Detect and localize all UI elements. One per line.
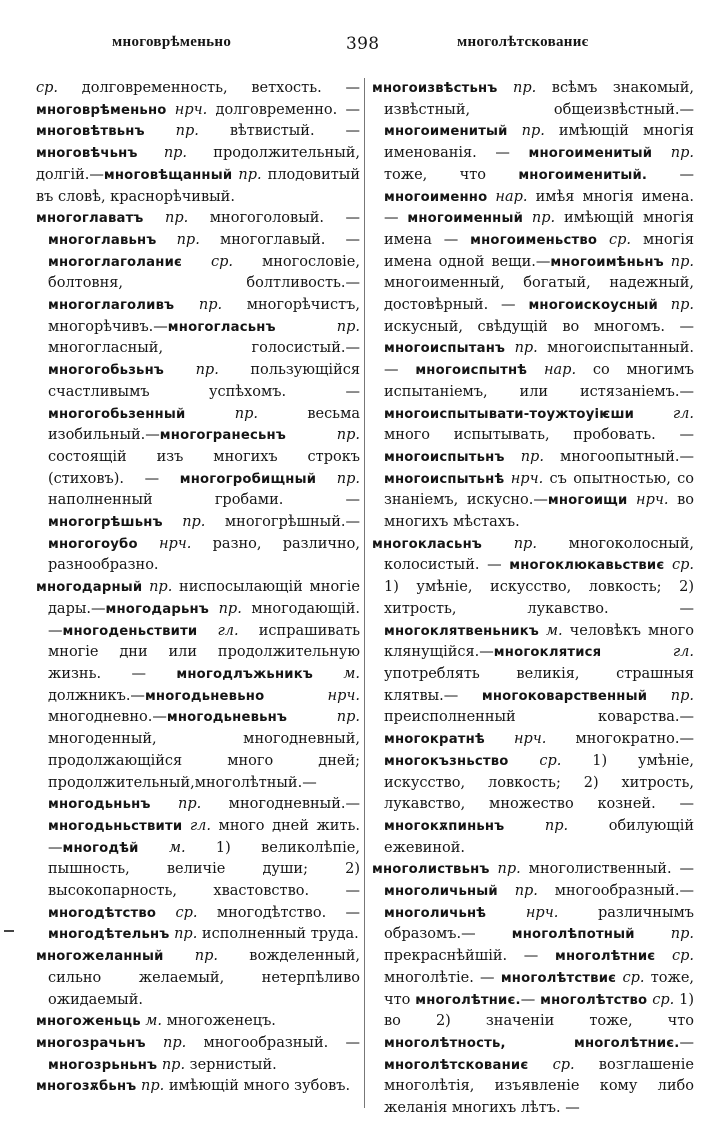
dictionary-entry: многокласьнъ пр. многоколосный, колосистый. — многоклюкавьствиє ср. 1) умѣніе, искусство, ловкость; 2) хитрость, лукавство. — многоклятвеньникъ м. человѣкъ много клянущійся.—многоклятися гл. употреблять великія, страшныя клятвы.— многоковарственный пр. преисполненный коварства.—многократнѣ нрч. многократно.—многокъзньство ср. 1) умѣніе, искусство, ловкость; 2) хитрость, лукавство, множество козней. — многокѫпиньнъ пр. обилующій ежевиной. xyxy=(372,535,695,856)
right-column xyxy=(372,78,694,1120)
dictionary-entry: многолиствьнъ пр. многолиственный. — многоличьный пр. многообразный.— многоличьнѣ нрч. различнымъ образомъ.— многолѣпотный пр. прекраснѣйшій. — многолѣтниє ср. многолѣтіе. — многолѣтствиє ср. тоже, что многолѣтниє.— многолѣтство ср. 1) во 2) значеніи тоже, что многолѣтность, многолѣтниє.—многолѣтскованиє ср. возглашеніе многолѣтія, изъявленіе кому либо желанія многихъ лѣтъ. — xyxy=(372,861,695,1117)
left-column xyxy=(36,78,360,1098)
dictionary-entry: многожеланный пр. вожделенный, сильно желаемый, нетерпѣливо ожидаемый. xyxy=(36,948,360,1008)
dictionary-entry: многоженьць м. многоженецъ. xyxy=(36,1013,276,1030)
column-divider xyxy=(364,78,365,1108)
page-header xyxy=(0,26,714,66)
header-right-guide-word: многолѣтскованиє xyxy=(457,34,589,50)
dictionary-entry: многоглаватъ пр. многоголовый. — многоглавьнъ пр. многоглавый. — многоглаголаниє ср. многословіе, болтовня, болтливость.— многоглаголивъ пр. многорѣчистъ, многорѣчивъ.—многогласьнъ пр. многогласный, голосистый.—многогобьзьнъ пр. пользующійся счастливымъ успѣхомъ. — многогобьзенный пр. весьма изобильный.—многогранесьнъ пр. состоящій изъ многихъ строкъ (стиховъ). — многогробищный пр. наполненный гробами. — многогрѣшьнъ пр. многогрѣшный.— многогоубо нрч. разно, различно, разнообразно. xyxy=(36,210,361,574)
dictionary-entry: многодарный пр. ниспосылающій многіе дары.—многодарьнъ пр. многодающій.—многоденьствити гл. испрашивать многіе дни или продолжительную жизнь. — многодлъжьникъ м. должникъ.—многодьневьно нрч. многодневно.—многодьневьнъ пр. многоденный, многодневный, продолжающійся много дней; продолжительный,многолѣтный.—многодьньнъ пр. многодневный.—многодьньствити гл. много дней жить. —многодѣй м. 1) великолѣпіе, пышность, величіе души; 2) высокопарность, хвастовство. — многодѣтство ср. многодѣтство. — многодѣтельнъ пр. исполненный труда. xyxy=(36,579,361,943)
dictionary-entry: ср. долговременность, ветхость. — многоврѣменьно нрч. долговременно. — многовѣтвьнъ пр. вѣтвистый. — многовѣчьнъ пр. продолжительный, долгій.—многовѣщанный пр. плодовитый въ словѣ, краснорѣчивый. xyxy=(36,80,361,205)
dictionary-entry: многозѫбьнъ пр. имѣющій много зубовъ. xyxy=(36,1078,351,1095)
header-left-guide-word: многоврѣменьно xyxy=(112,34,232,50)
margin-mark xyxy=(4,930,14,932)
page-number: 398 xyxy=(346,34,380,54)
dictionary-entry: многозрачьнъ пр. многообразный. — многозрьньнъ пр. зернистый. xyxy=(36,1034,361,1073)
dictionary-entry: многоизвѣстьнъ пр. всѣмъ знакомый, извѣстный, общеизвѣстный.— многоименитый пр. имѣющій многія именованія. — многоименитый пр. тоже, что многоименитый. — многоименно нар. имѣя многія имена. — многоименный пр. имѣющій многія имена — многоименьство ср. многія имена одной вещи.—многоимѣньнъ пр. многоименный, богатый, надежный, достовѣрный. — многоискоусный пр. искусный, свѣдущій во многомъ. — многоиспытанъ пр. многоиспытанный.— многоиспытнѣ нар. со многимъ испытаніемъ, или истязаніемъ.—многоиспытывати-тоужтоуіѥши гл. много испытывать, пробовать. — многоиспытьнъ пр. многоопытный.—многоиспытьнѣ нрч. съ опытностью, со знаніемъ, искусно.—многоищи нрч. во многихъ мѣстахъ. xyxy=(372,80,695,531)
